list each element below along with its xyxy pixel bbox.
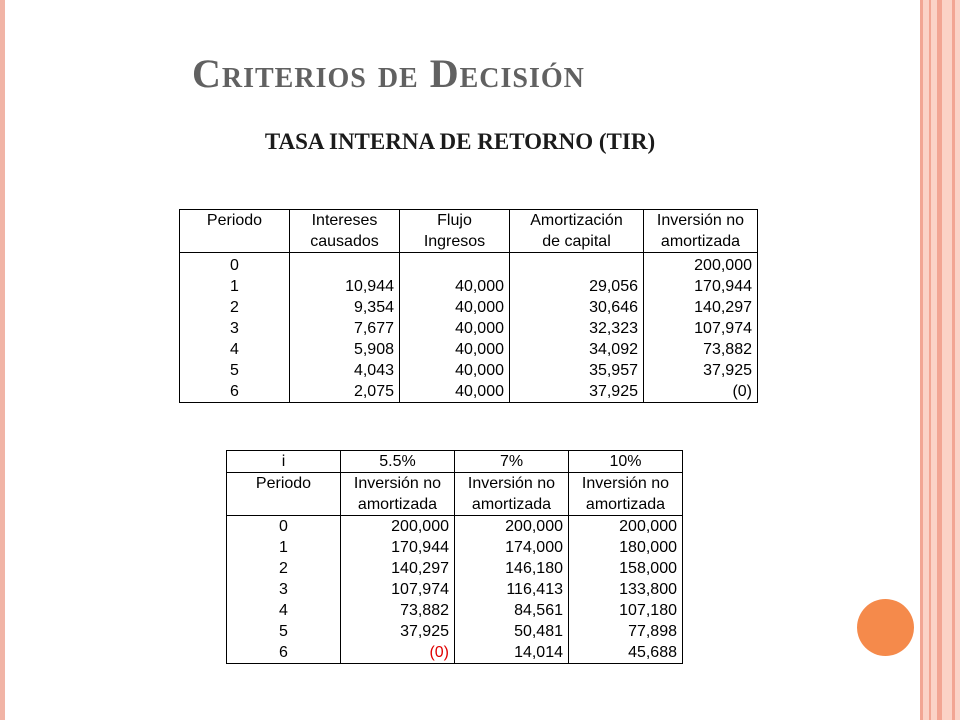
cell-periodo: 3 [180, 318, 290, 339]
rate-comparison-table [226, 450, 683, 664]
cell-periodo: 0 [180, 253, 290, 277]
cell-amortizacion: 32,323 [510, 318, 644, 339]
cell-intereses: 7,677 [290, 318, 400, 339]
table-row [180, 360, 758, 381]
cell-flujo [400, 253, 510, 277]
cell-amortizacion: 35,957 [510, 360, 644, 381]
cell-intereses [290, 253, 400, 277]
table-row [227, 621, 683, 642]
table-row [180, 276, 758, 297]
cell-inversion: 140,297 [644, 297, 758, 318]
table-row [227, 516, 683, 538]
cell-periodo: 1 [180, 276, 290, 297]
decorative-circle [857, 599, 914, 656]
table-row [227, 558, 683, 579]
cell-intereses: 5,908 [290, 339, 400, 360]
cell-amortizacion [510, 253, 644, 277]
header-rate-label: i [227, 451, 341, 473]
cell-intereses: 2,075 [290, 381, 400, 403]
table-row [180, 339, 758, 360]
cell-rate-2: 200,000 [455, 516, 569, 538]
cell-periodo: 4 [227, 600, 341, 621]
header-inversion-1: Inversión no [644, 210, 758, 232]
table-row [180, 297, 758, 318]
cell-intereses: 4,043 [290, 360, 400, 381]
cell-rate-1: 140,297 [341, 558, 455, 579]
cell-inversion: 170,944 [644, 276, 758, 297]
cell-rate-3: 77,898 [569, 621, 683, 642]
cell-rate-3: 133,800 [569, 579, 683, 600]
header-inversion-line2: amortizada [569, 494, 683, 516]
cell-rate-2: 146,180 [455, 558, 569, 579]
cell-periodo: 1 [227, 537, 341, 558]
cell-periodo: 3 [227, 579, 341, 600]
header-periodo: Periodo [227, 473, 341, 495]
cell-rate-3: 45,688 [569, 642, 683, 664]
slide-subtitle: TASA INTERNA DE RETORNO (TIR) [264, 129, 656, 154]
cell-amortizacion: 34,092 [510, 339, 644, 360]
cell-rate-2: 50,481 [455, 621, 569, 642]
cell-rate-3: 180,000 [569, 537, 683, 558]
cell-flujo: 40,000 [400, 360, 510, 381]
cell-inversion: 200,000 [644, 253, 758, 277]
cell-inversion: 107,974 [644, 318, 758, 339]
cell-rate-2: 174,000 [455, 537, 569, 558]
header-inversion-line1: Inversión no [341, 473, 455, 495]
table-row [227, 579, 683, 600]
header-flujo-2: Ingresos [400, 231, 510, 253]
cell-periodo: 2 [227, 558, 341, 579]
header-intereses-2: causados [290, 231, 400, 253]
header-rate-3: 10% [569, 451, 683, 473]
header-rate-2: 7% [455, 451, 569, 473]
amortization-table [179, 209, 758, 403]
header-periodo-1: Periodo [180, 210, 290, 232]
table-row [227, 642, 683, 664]
cell-rate-1: 200,000 [341, 516, 455, 538]
table-row [227, 600, 683, 621]
header-inversion-line1: Inversión no [569, 473, 683, 495]
cell-flujo: 40,000 [400, 339, 510, 360]
header-amortizacion-1: Amortización [510, 210, 644, 232]
cell-inversion: 37,925 [644, 360, 758, 381]
header-amortizacion-2: de capital [510, 231, 644, 253]
header-inversion-line2: amortizada [341, 494, 455, 516]
cell-inversion: 73,882 [644, 339, 758, 360]
cell-periodo: 5 [180, 360, 290, 381]
cell-periodo: 4 [180, 339, 290, 360]
cell-periodo: 5 [227, 621, 341, 642]
header-intereses-1: Intereses [290, 210, 400, 232]
cell-rate-1-negative: (0) [341, 642, 455, 664]
cell-flujo: 40,000 [400, 381, 510, 403]
cell-amortizacion: 30,646 [510, 297, 644, 318]
cell-amortizacion: 29,056 [510, 276, 644, 297]
table-row [227, 537, 683, 558]
cell-rate-2: 84,561 [455, 600, 569, 621]
header-flujo-1: Flujo [400, 210, 510, 232]
cell-intereses: 9,354 [290, 297, 400, 318]
decorative-side-stripes [920, 0, 960, 720]
cell-periodo: 6 [180, 381, 290, 403]
cell-periodo: 2 [180, 297, 290, 318]
cell-rate-2: 116,413 [455, 579, 569, 600]
cell-amortizacion: 37,925 [510, 381, 644, 403]
cell-rate-1: 73,882 [341, 600, 455, 621]
header-inversion-2: amortizada [644, 231, 758, 253]
cell-rate-3: 158,000 [569, 558, 683, 579]
cell-rate-3: 107,180 [569, 600, 683, 621]
header-rate-1: 5.5% [341, 451, 455, 473]
cell-inversion: (0) [644, 381, 758, 403]
cell-intereses: 10,944 [290, 276, 400, 297]
cell-rate-2: 14,014 [455, 642, 569, 664]
slide-title: Criterios de Decisión [192, 51, 585, 96]
cell-flujo: 40,000 [400, 297, 510, 318]
cell-flujo: 40,000 [400, 276, 510, 297]
header-inversion-line2: amortizada [455, 494, 569, 516]
header-periodo-2 [180, 231, 290, 253]
cell-periodo: 6 [227, 642, 341, 664]
table-row [180, 381, 758, 403]
header-inversion-line1: Inversión no [455, 473, 569, 495]
cell-rate-3: 200,000 [569, 516, 683, 538]
cell-rate-1: 170,944 [341, 537, 455, 558]
cell-flujo: 40,000 [400, 318, 510, 339]
table-row [180, 318, 758, 339]
table-row [180, 253, 758, 277]
cell-periodo: 0 [227, 516, 341, 538]
cell-rate-1: 107,974 [341, 579, 455, 600]
cell-rate-1: 37,925 [341, 621, 455, 642]
